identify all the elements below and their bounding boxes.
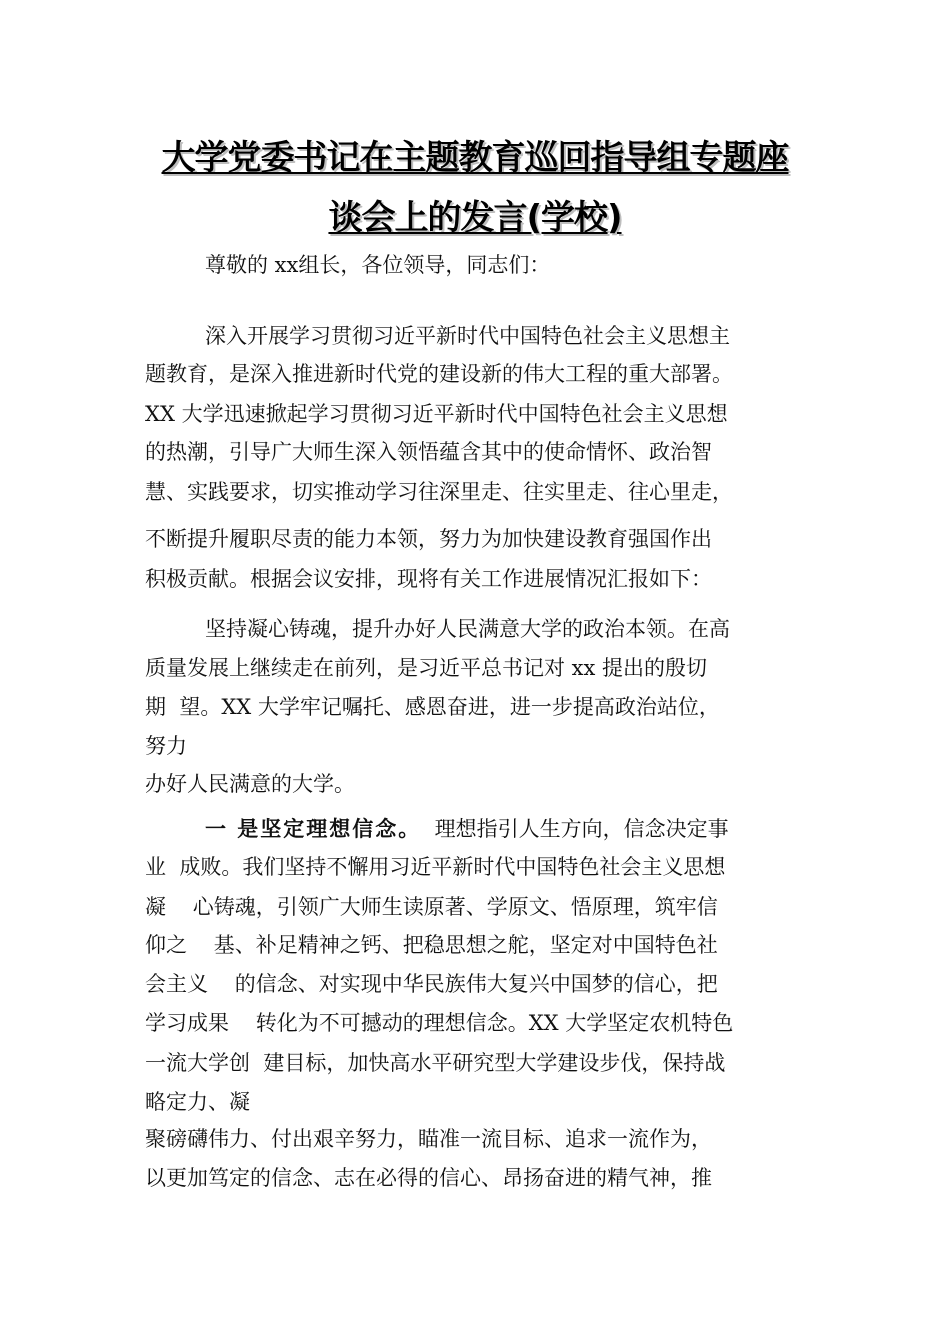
paragraph-text: 理想指引人生方向，信念决定事 xyxy=(421,817,729,841)
paragraph-line: 慧、实践要求，切实推动学习往深里走、往实里走、往心里走， xyxy=(145,480,733,504)
paragraph-line: 的热潮，引导广大师生深入领悟蕴含其中的使命情怀、政治智 xyxy=(145,440,712,464)
paragraph-line: 略定力、凝 xyxy=(145,1090,250,1114)
paragraph-line: 一流大学创 建目标，加快高水平研究型大学建设步伐，保持战 xyxy=(145,1051,726,1075)
paragraph-line-with-heading xyxy=(205,814,729,844)
paragraph-line: 题教育，是深入推进新时代党的建设新的伟大工程的重大部署。 xyxy=(145,362,733,386)
paragraph-line: 积极贡献。根据会议安排，现将有关工作进展情况汇报如下： xyxy=(145,567,712,591)
section-heading: 一 是坚定理想信念。 xyxy=(205,817,422,841)
title-text-1: 大学党委书记在主题教育巡回指导组专题座 xyxy=(161,138,789,178)
paragraph-line: 学习成果 转化为不可撼动的理想信念。XX 大学坚定农机特色 xyxy=(145,1011,734,1035)
paragraph-line: 仰之 基、补足精神之钙、把稳思想之舵，坚定对中国特色社 xyxy=(145,933,718,957)
paragraph-line: 深入开展学习贯彻习近平新时代中国特色社会主义思想主 xyxy=(205,324,730,348)
paragraph-line: 以更加笃定的信念、志在必得的信心、昂扬奋进的精气神，推 xyxy=(145,1166,712,1190)
title-text-2: 谈会上的发言(学校) xyxy=(328,198,622,238)
paragraph-line: 聚磅礴伟力、付出艰辛努力，瞄准一流目标、追求一流作为， xyxy=(145,1127,712,1151)
paragraph-line: 凝 心铸魂，引领广大师生读原著、学原文、悟原理，筑牢信 xyxy=(145,895,718,919)
paragraph-line: 会主义 的信念、对实现中华民族伟大复兴中国梦的信心，把 xyxy=(145,972,718,996)
salutation: 尊敬的 xx组长，各位领导，同志们： xyxy=(205,253,551,277)
paragraph-line: 期 望。XX 大学牢记嘱托、感恩奋进，进一步提高政治站位， xyxy=(145,695,720,719)
paragraph-line: 质量发展上继续走在前列，是习近平总书记对 xx 提出的殷切 xyxy=(145,656,708,680)
paragraph-line: 业 成败。我们坚持不懈用习近平新时代中国特色社会主义思想 xyxy=(145,855,726,879)
document-title-line-2 xyxy=(0,198,950,238)
document-title-line-1 xyxy=(0,138,950,178)
paragraph-line: 坚持凝心铸魂，提升办好人民满意大学的政治本领。在高 xyxy=(205,617,730,641)
paragraph-line: 办好人民满意的大学。 xyxy=(145,772,355,796)
paragraph-line: XX 大学迅速掀起学习贯彻习近平新时代中国特色社会主义思想 xyxy=(145,402,728,426)
paragraph-line: 努力 xyxy=(145,734,187,758)
paragraph-line: 不断提升履职尽责的能力本领，努力为加快建设教育强国作出 xyxy=(145,527,712,551)
